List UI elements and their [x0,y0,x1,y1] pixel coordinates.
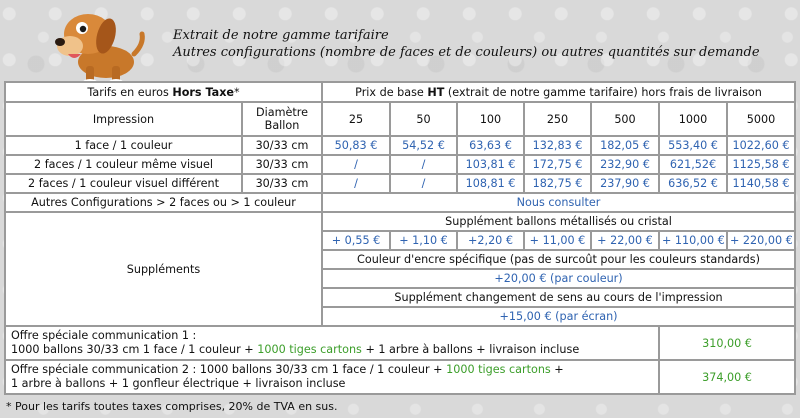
metal-supplement: + 0,55 € [322,231,390,250]
price-cell: 232,90 € [591,155,659,174]
price-cell: 132,83 € [524,136,591,155]
metal-supplement: +2,20 € [457,231,524,250]
offer-2-price: 374,00 € [659,360,795,394]
table-header-row-1 [5,82,795,102]
table-row [5,136,795,155]
footnote: * Pour les tarifs toutes taxes comprises, 20% de TVA en sus. [6,400,338,413]
price-cell: 63,63 € [457,136,524,155]
tarifs-header: Tarifs en euros Hors Taxe* [5,82,322,102]
price-cell: 103,81 € [457,155,524,174]
price-cell: / [390,174,457,193]
offer-row [5,360,795,394]
price-cell: 237,90 € [591,174,659,193]
dog-mascot-icon [48,4,158,84]
encre-value: +20,00 € (par couleur) [322,269,795,288]
qty-header: 5000 [727,102,795,136]
nous-consulter: Nous consulter [322,193,795,212]
qty-header: 50 [390,102,457,136]
row-diameter: 30/33 cm [242,174,322,193]
price-cell: 553,40 € [659,136,727,155]
price-cell: 54,52 € [390,136,457,155]
row-diameter: 30/33 cm [242,155,322,174]
offer-2-text: Offre spéciale communication 2 : 1000 ballons 30/33 cm 1 face / 1 couleur + 1000 tiges cartons + 1 arbre à ballons + 1 gonfleur électrique + livraison incluse [5,360,659,394]
price-cell: 1140,58 € [727,174,795,193]
price-cell: / [390,155,457,174]
offer-1-price: 310,00 € [659,326,795,360]
metal-supplement: + 11,00 € [524,231,591,250]
pricing-table [4,81,796,395]
metal-title: Supplément ballons métallisés ou cristal [322,212,795,231]
metal-supplement: + 110,00 € [659,231,727,250]
price-cell: / [322,155,390,174]
qty-header: 1000 [659,102,727,136]
qty-header: 250 [524,102,591,136]
qty-header: 100 [457,102,524,136]
price-cell: / [322,174,390,193]
price-cell: 621,52€ [659,155,727,174]
row-label: 2 faces / 1 couleur visuel différent [5,174,242,193]
offer-row [5,326,795,360]
intro-line-1: Extrait de notre gamme tarifaire [173,28,389,43]
price-cell: 1125,58 € [727,155,795,174]
qty-header: 25 [322,102,390,136]
table-row [5,155,795,174]
prix-header: Prix de base HT (extrait de notre gamme tarifaire) hors frais de livraison [322,82,795,102]
diametre-header: Diamètre Ballon [242,102,322,136]
row-label: 1 face / 1 couleur [5,136,242,155]
intro-line-2: Autres configurations (nombre de faces et de couleurs) ou autres quantités sur demande [173,45,760,60]
impression-header: Impression [5,102,242,136]
price-cell: 182,75 € [524,174,591,193]
metal-supplement: + 1,10 € [390,231,457,250]
encre-title: Couleur d'encre spécifique (pas de surcoût pour les couleurs standards) [322,250,795,269]
offer-1-text: Offre spéciale communication 1 : 1000 ballons 30/33 cm 1 face / 1 couleur + 1000 tiges cartons + 1 arbre à ballons + livraison incluse [5,326,659,360]
qty-header: 500 [591,102,659,136]
intro-text [173,27,760,61]
price-cell: 172,75 € [524,155,591,174]
price-cell: 1022,60 € [727,136,795,155]
autres-row [5,193,795,212]
row-diameter: 30/33 cm [242,136,322,155]
price-cell: 50,83 € [322,136,390,155]
table-row [5,174,795,193]
sens-title: Supplément changement de sens au cours de l'impression [322,288,795,307]
row-label: 2 faces / 1 couleur même visuel [5,155,242,174]
metal-supplement: + 220,00 € [727,231,795,250]
supplements-label: Suppléments [5,212,322,326]
sens-value: +15,00 € (par écran) [322,307,795,326]
supplement-row [5,212,795,231]
table-header-row-2 [5,102,795,136]
metal-supplement: + 22,00 € [591,231,659,250]
price-cell: 182,05 € [591,136,659,155]
price-cell: 636,52 € [659,174,727,193]
autres-label: Autres Configurations > 2 faces ou > 1 couleur [5,193,322,212]
price-cell: 108,81 € [457,174,524,193]
